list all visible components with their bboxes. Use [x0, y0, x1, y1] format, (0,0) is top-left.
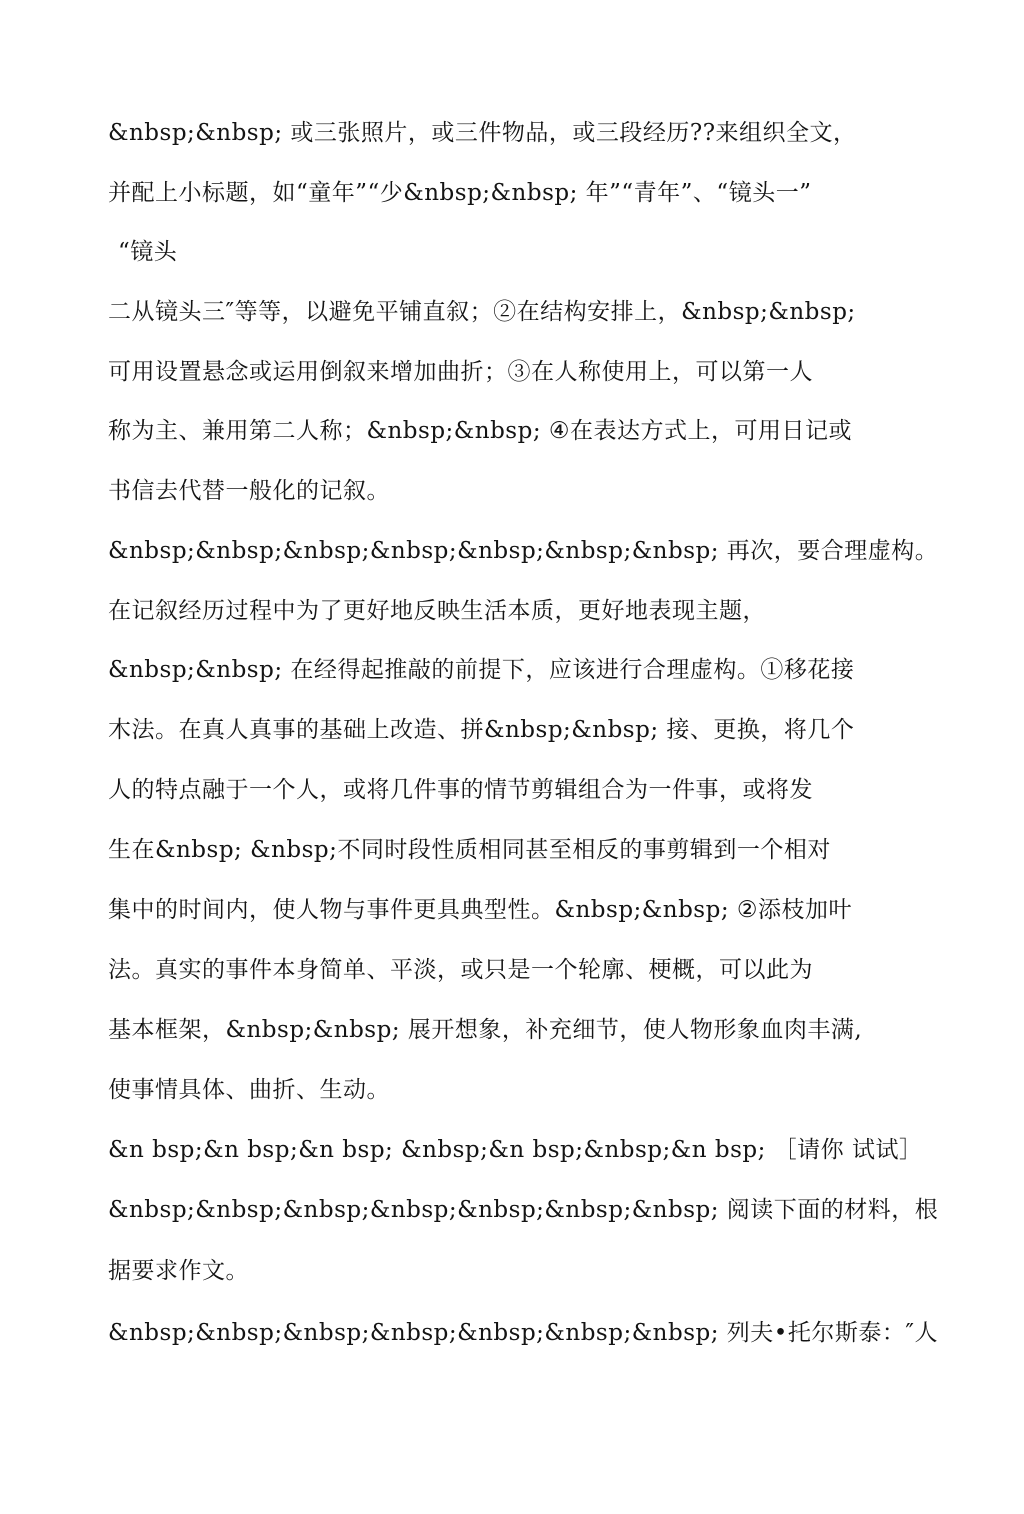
text-line-21: &nbsp;&nbsp;&nbsp;&nbsp;&nbsp;&nbsp;&nbsp; 列夫•托尔斯泰：″人 [108, 1320, 938, 1346]
text-line-19: &nbsp;&nbsp;&nbsp;&nbsp;&nbsp;&nbsp;&nbsp; 阅读下面的材料，根 [108, 1197, 939, 1223]
text-line-16: 基本框架，&nbsp;&nbsp; 展开想象，补充细节，使人物形象血肉丰满, [108, 1017, 863, 1043]
text-line-7: 书信去代替一般化的记叙。 [108, 478, 390, 504]
text-line-9: 在记叙经历过程中为了更好地反映生活本质，更好地表现主题， [108, 598, 766, 624]
text-line-4: 二从镜头三″等等，以避免平铺直叙；②在结构安排上，&nbsp;&nbsp; [108, 299, 856, 325]
text-line-3: “镜头 [118, 239, 178, 265]
text-line-13: 生在&nbsp; &nbsp;不同时段性质相同甚至相反的事剪辑到一个相对 [108, 837, 831, 863]
text-line-15: 法。真实的事件本身简单、平淡，或只是一个轮廓、梗概，可以此为 [108, 957, 813, 983]
text-line-1: &nbsp;&nbsp; 或三张照片，或三件物品，或三段经历??来组织全文， [108, 120, 857, 146]
text-line-18: &n bsp;&n bsp;&n bsp; &nbsp;&n bsp;&nbsp;&n bsp; ［请你 试试］ [108, 1137, 923, 1163]
text-line-2: 并配上小标题，如“童年”“少&nbsp;&nbsp; 年”“青年”、“镜头一” [108, 180, 812, 206]
text-line-5: 可用设置悬念或运用倒叙来增加曲折；③在人称使用上，可以第一人 [108, 359, 813, 385]
text-line-10: &nbsp;&nbsp; 在经得起推敲的前提下，应该进行合理虚构。①移花接 [108, 657, 855, 683]
text-line-8: &nbsp;&nbsp;&nbsp;&nbsp;&nbsp;&nbsp;&nbsp; 再次，要合理虚构。 [108, 538, 939, 564]
text-line-11: 木法。在真人真事的基础上改造、拼&nbsp;&nbsp; 接、更换，将几个 [108, 717, 855, 743]
text-line-17: 使事情具体、曲折、生动。 [108, 1077, 390, 1103]
text-line-6: 称为主、兼用第二人称；&nbsp;&nbsp; ④在表达方式上，可用日记或 [108, 418, 852, 444]
text-line-14: 集中的时间内，使人物与事件更具典型性。&nbsp;&nbsp; ②添枝加叶 [108, 897, 852, 923]
text-line-20: 据要求作文。 [108, 1258, 249, 1284]
text-line-12: 人的特点融于一个人，或将几件事的情节剪辑组合为一件事，或将发 [108, 777, 813, 803]
